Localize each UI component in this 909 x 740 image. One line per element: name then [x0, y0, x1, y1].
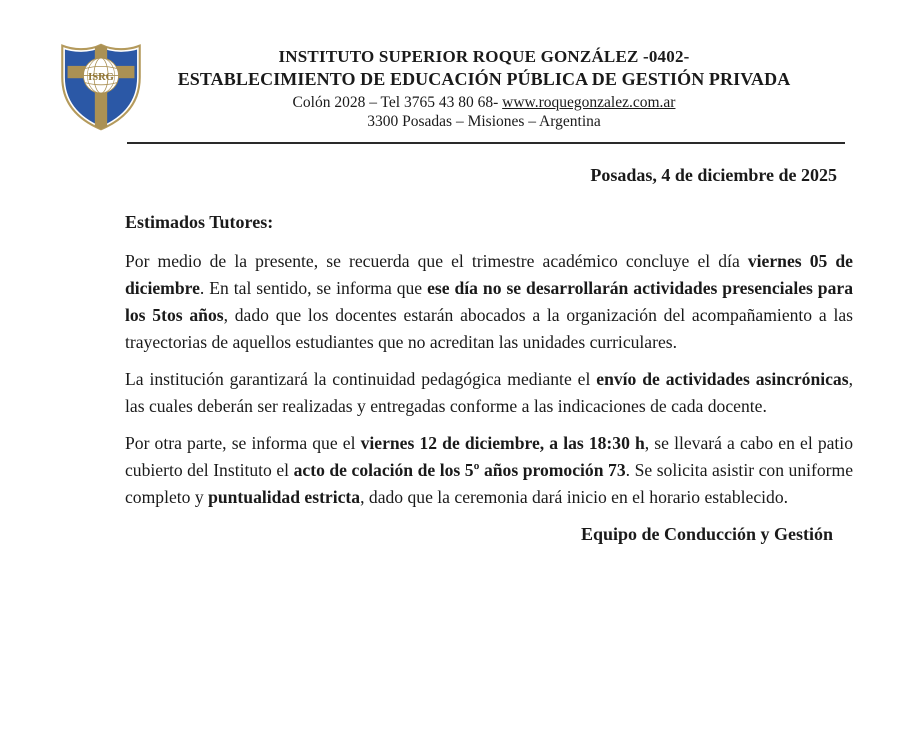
body-paragraph: Por otra parte, se informa que el viernes 12 de diciembre, a las 18:30 h, se llevará a cabo en el patio cubierto del Instituto el acto de colación de los 5º años promoción 73. Se solicita asistir con uniforme completo y puntualidad estricta, dado que la ceremonia dará inicio en el horario establecido. — [125, 433, 854, 507]
logo-monogram: ISRG — [88, 71, 114, 83]
letterhead — [125, 46, 843, 132]
body-paragraph: Por medio de la presente, se recuerda que el trimestre académico concluye el día viernes 05 de diciembre. En tal sentido, se informa que ese día no se desarrollarán actividades presenciales para los 5tos años, dado que los docentes estarán abocados a la organización del acompañamiento a las trayectorias de aquellos estudiantes que no acreditan las unidades curriculares. — [125, 251, 853, 352]
institution-name-line1: INSTITUTO SUPERIOR ROQUE GONZÁLEZ -0402- — [278, 47, 690, 66]
salutation: Estimados Tutores: — [125, 212, 274, 232]
body-paragraph: La institución garantizará la continuidad pedagógica mediante el envío de actividades asincrónicas, las cuales deberán ser realizadas y entregadas conforme a las indicaciones de cada docente. — [125, 369, 853, 416]
city-line: 3300 Posadas – Misiones – Argentina — [367, 113, 601, 131]
website-link[interactable]: www.roquegonzalez.com.ar — [502, 93, 676, 111]
globe-icon — [83, 58, 118, 93]
header-divider — [127, 142, 845, 144]
date-line: Posadas, 4 de diciembre de 2025 — [590, 165, 837, 185]
signature: Equipo de Conducción y Gestión — [580, 524, 833, 544]
letter-body — [125, 248, 853, 548]
address-text: Colón 2028 – Tel 3765 43 80 68- — [292, 93, 503, 111]
address-line — [125, 93, 843, 112]
institution-name-line2: ESTABLECIMIENTO DE EDUCACIÓN PÚBLICA DE GESTIÓN PRIVADA — [177, 69, 791, 90]
